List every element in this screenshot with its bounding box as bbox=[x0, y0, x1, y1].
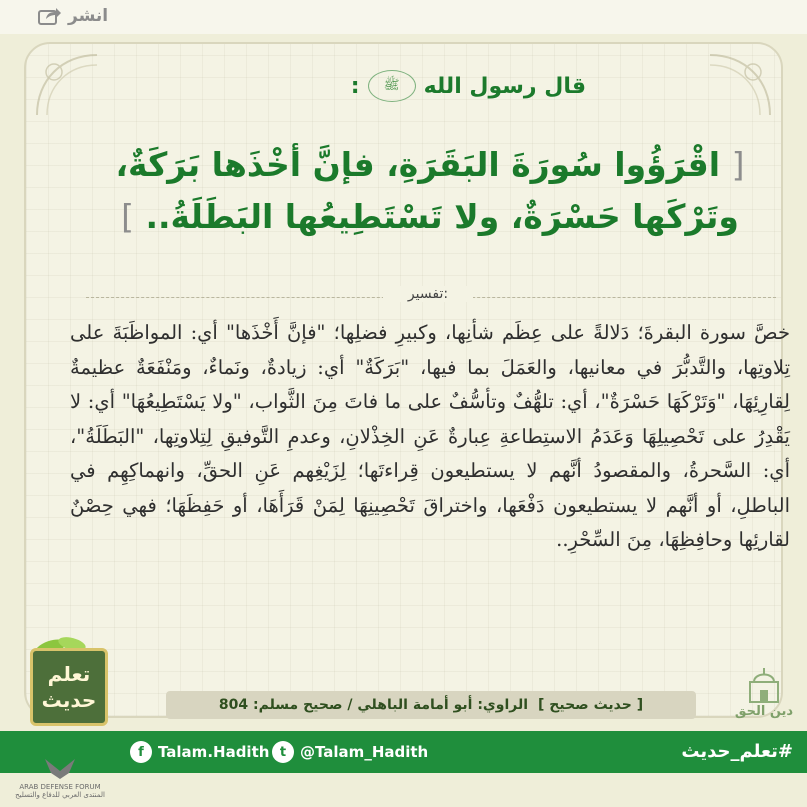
hadith-line-2-text: وتَرْكَها حَسْرَةٌ، ولا تَسْتَطِيعُها البَطَلَةُ.. bbox=[145, 197, 739, 236]
footer-bar bbox=[0, 731, 807, 773]
talam-hadith-logo bbox=[20, 630, 112, 740]
hadith-card bbox=[0, 34, 807, 807]
deen-alhaq-logo bbox=[732, 659, 796, 719]
hadith-intro bbox=[286, 66, 586, 106]
facebook-icon: f bbox=[130, 741, 152, 763]
intro-colon: : bbox=[350, 73, 360, 99]
hadith-line-1 bbox=[74, 139, 786, 191]
hadith-grade-bar bbox=[166, 691, 696, 719]
forum-watermark bbox=[0, 744, 120, 807]
eagle-emblem-icon bbox=[43, 753, 77, 781]
corner-ornament-icon bbox=[705, 50, 775, 120]
tafsir-label: تفسير: bbox=[383, 286, 473, 302]
salawat-seal: ﷺ bbox=[368, 70, 416, 102]
share-button[interactable] bbox=[38, 4, 108, 28]
facebook-link[interactable] bbox=[130, 740, 269, 764]
twitter-link[interactable] bbox=[272, 740, 428, 764]
watermark-line-2: المنتدى العربي للدفاع والتسليح bbox=[15, 790, 105, 799]
brand-line-2: حديث bbox=[41, 688, 97, 712]
intro-text: قال رسول الله bbox=[423, 73, 586, 99]
open-bracket: [ bbox=[731, 145, 745, 184]
hadith-text bbox=[74, 139, 786, 243]
facebook-handle: Talam.Hadith bbox=[158, 743, 270, 761]
share-icon bbox=[38, 6, 62, 26]
corner-ornament-icon bbox=[32, 50, 102, 120]
grade-status: [ حديث صحيح ] bbox=[538, 697, 644, 713]
hadith-line-2 bbox=[74, 191, 786, 243]
logo-right-text: دين الحق bbox=[734, 704, 794, 719]
brand-box bbox=[30, 648, 108, 726]
brand-line-1: تعلم bbox=[47, 662, 91, 686]
watermark-line-1: ARAB DEFENSE FORUM bbox=[19, 782, 101, 791]
close-bracket: ] bbox=[121, 197, 134, 236]
card-frame bbox=[24, 42, 794, 719]
share-label: انشر bbox=[68, 6, 109, 26]
tafsir-text: خصَّ سورة البقرةَ؛ دَلالةً على عِظَم شأنِها، وكبيرِ فضلِها؛ "فإنَّ أَخْذَها" أي: المواظَبَةَ على تِلاوتِها، والتَّدبُّرَ في معانيها، والعَمَلَ بما فيها، "بَرَكَةٌ" أي: زيادةٌ، ونَماءٌ، ومَنْفَعَةٌ عظيمةٌ لِقارِئِهَا، "وَتَرْكَهَا حَسْرَةٌ"، أي: تلهُّفٌ وتأسُّفٌ على ما فاتَ مِنَ الثَّواب، "ولا يَسْتَطِيعُهَا" أي: لا يَقْدِرُ على تَحْصِيلِهَا وَعَدَمُ الاستِطاعةِ عِبارةٌ عَنِ الخِذْلانِ، وعدمِ التَّوفيقِ لِتِلاوتِها، "البَطَلَةُ"، أي: السَّحرةُ، والمقصودُ أنَّهم لا يستطيعون قِراءتَها؛ لِزَيْغِهم عَنِ الحقِّ، وانهماكِهِم في الباطلِ، أو أنَّهم لا يستطيعون دَفْعَها، واختراقَ تَحْصِينِهَا لِمَنْ قَرَأَهَا، أو حَفِظَهَا؛ فهي حِصْنٌ لقارئِها وحافِظِهَا، مِنَ السِّحْرِ.. bbox=[70, 321, 790, 551]
twitter-handle: @Talam_Hadith bbox=[300, 743, 429, 761]
mosque-icon bbox=[744, 668, 784, 704]
top-bar bbox=[0, 0, 807, 34]
twitter-icon: t bbox=[272, 741, 294, 763]
hadith-line-1-text: اقْرَؤُوا سُورَةَ البَقَرَةِ، فإنَّ أخْذَها بَرَكَةٌ، bbox=[115, 145, 721, 184]
grade-narrator: الراوي: أبو أمامة الباهلي / صحيح مسلم: 804 bbox=[218, 697, 529, 713]
hashtag: #تعلم_حديث bbox=[681, 741, 793, 762]
